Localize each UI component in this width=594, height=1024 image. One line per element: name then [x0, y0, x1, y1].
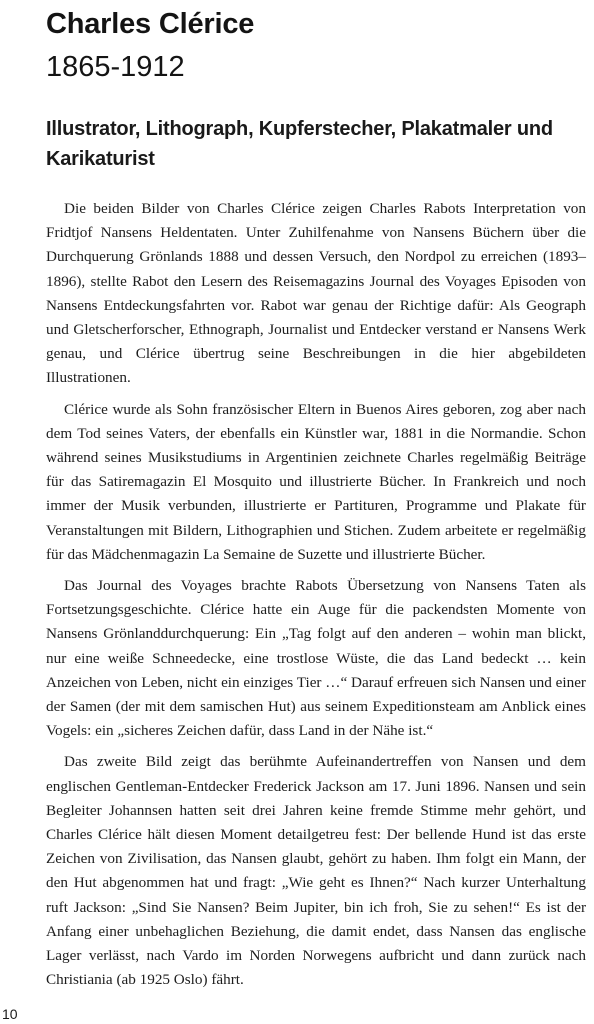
- paragraph-2: Clérice wurde als Sohn französischer Eltern in Buenos Aires geboren, zog aber nach dem Tod seines Vaters, der ebenfalls ein Künstler war, 1881 in die Normandie. Schon während seines Musikstudiums in Argentinien zeichnete Charles regelmäßig Beiträge für das Satiremagazin El Mosquito und illustrierte Bücher. In Frankreich und noch immer der Musik verbunden, illustrierte er Partituren, Programme und Plakate für Veranstaltungen mit Bildern, Lithographien und Stichen. Zudem arbeitete er regelmäßig für das Mädchenmagazin La Semaine de Suzette und illustrierte Bücher.: [46, 400, 586, 563]
- body-text: [46, 197, 586, 1000]
- paragraph-4: Das zweite Bild zeigt das berühmte Aufeinandertreffen von Nansen und dem englischen Gentleman-Entdecker Frederick Jackson am 17. Juni 1896. Nansen und sein Begleiter Johannsen hatten seit drei Jahren keine fremde Stimme mehr gehört, und Charles Clérice hält diesen Moment detailgetreu fest: Der bellende Hund ist das erste Zeichen von Zivilisation, das Nansen glaubt, gehört zu haben. Ihm folgt ein Mann, der den Hut abgenommen hat und fragt: „Wie geht es Ihnen?“ Nach kurzer Unterhaltung ruft Jackson: „Sind Sie Nansen? Beim Jupiter, bin ich froh, Sie zu sehen!“ Es ist der Anfang einer unbehaglichen Beziehung, die damit endet, dass Nansen das englische Lager verlässt, nach Vardo im Norden Norwegens aufbricht und dann zurück nach Christiania (ab 1925 Oslo) fährt.: [46, 753, 586, 989]
- page-title: Charles Clérice: [46, 8, 255, 40]
- page-number: 10: [2, 1006, 18, 1022]
- paragraph-1: Die beiden Bilder von Charles Clérice zeigen Charles Rabots Interpretation von Fridtjof Nansens Heldentaten. Unter Zuhilfenahme von Nansens Büchern über die Durchquerung Grönlands 1888 und dessen Versuch, den Nordpol zu erreichen (1893–1896), stellte Rabot den Lesern des Reisemagazins Journal des Voyages Episoden von Nansens Entdeckungsfahrten vor. Rabot war genau der Richtige dafür: Als Geograph und Gletscherforscher, Ethnograph, Journalist und Entdecker verstand er Nansens Werk genau, und Clérice übertrug seine Beschreibungen in die hier abgebildeten Illustrationen.: [46, 200, 586, 387]
- life-years: 1865-1912: [46, 51, 185, 83]
- section-subtitle: Illustrator, Lithograph, Kupferstecher, Plakatmaler und Karikaturist: [46, 118, 553, 170]
- paragraph-3: Das Journal des Voyages brachte Rabots Übersetzung von Nansens Taten als Fortsetzungsgeschichte. Clérice hatte ein Auge für die packendsten Momente von Nansens Grönlanddurchquerung: Ein „Tag folgt auf den anderen – wohin man blickt, nur eine weiße Schneedecke, eine trostlose Wüste, die das Land bedeckt … kein Anzeichen von Leben, nicht ein einziges Tier …“ Darauf erfreuen sich Nansen und einer der Samen (der mit dem samischen Hut) aus seinem Expeditionsteam am Anblick eines Vogels: ein „sicheres Zeichen dafür, dass Land in der Nähe ist.“: [46, 577, 586, 740]
